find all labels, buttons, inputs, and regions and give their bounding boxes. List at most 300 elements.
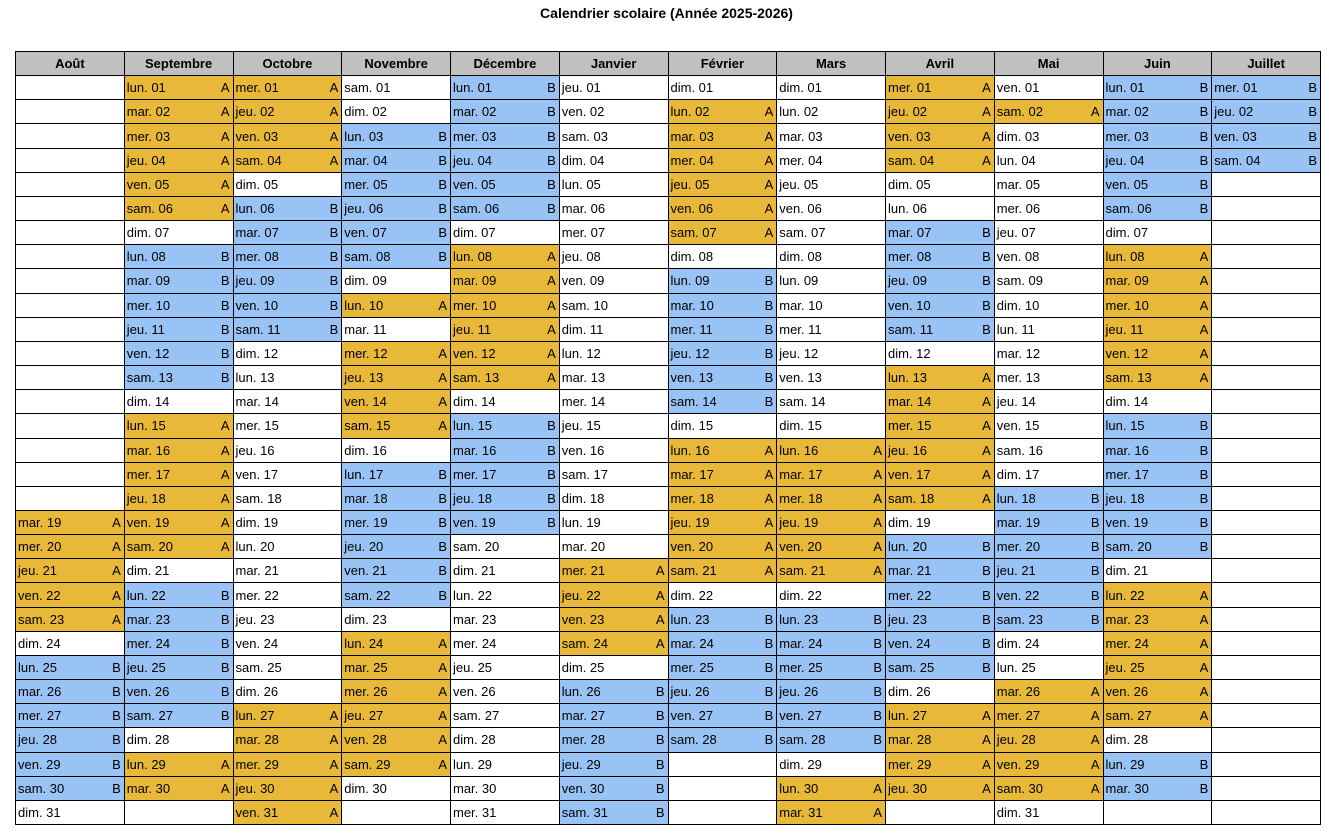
day-cell: [560, 511, 669, 535]
day-cell: [560, 680, 669, 704]
day-label: mar. 16: [126, 442, 171, 458]
day-label: sam. 04: [235, 152, 282, 168]
day-cell: [886, 414, 995, 438]
day-label: ven. 22: [996, 587, 1040, 603]
day-cell: [1104, 583, 1213, 607]
day-label: dim. 17: [996, 466, 1040, 482]
day-cell: [995, 269, 1104, 293]
zone-letter: B: [982, 321, 991, 337]
day-cell: [777, 318, 886, 342]
zone-letter: A: [1199, 297, 1209, 313]
day-label: lun. 01: [126, 80, 166, 96]
day-label: dim. 19: [888, 515, 931, 531]
day-label: lun. 23: [779, 611, 819, 627]
day-cell: [451, 632, 560, 656]
day-cell: [16, 559, 125, 583]
empty-cell: [1212, 197, 1321, 221]
day-cell: [125, 76, 234, 100]
day-cell: [995, 487, 1104, 511]
day-label: jeu. 04: [453, 152, 493, 168]
day-label: sam. 27: [453, 708, 500, 724]
day-label: jeu. 19: [670, 515, 710, 531]
day-cell: [777, 76, 886, 100]
day-cell: [669, 728, 778, 752]
day-cell: [234, 173, 343, 197]
day-label: lun. 01: [1105, 80, 1145, 96]
zone-letter: A: [112, 563, 121, 579]
day-cell: [669, 487, 778, 511]
day-cell: [995, 753, 1104, 777]
day-cell: [669, 173, 778, 197]
zone-letter: B: [1199, 80, 1209, 96]
day-cell: [995, 632, 1104, 656]
day-label: dim. 24: [996, 635, 1040, 651]
day-cell: [777, 728, 886, 752]
day-cell: [342, 342, 451, 366]
day-label: ven. 24: [888, 635, 931, 651]
day-cell: [16, 704, 125, 728]
day-cell: [995, 559, 1104, 583]
day-cell: [886, 511, 995, 535]
day-cell: [669, 680, 778, 704]
day-cell: [886, 777, 995, 801]
day-label: ven. 17: [235, 466, 279, 482]
day-label: mer. 27: [18, 708, 62, 724]
day-label: sam. 01: [344, 80, 391, 96]
zone-letter: B: [655, 732, 665, 748]
day-label: mar. 20: [561, 539, 606, 555]
day-label: lun. 27: [888, 708, 928, 724]
zone-letter: A: [982, 418, 991, 434]
zone-letter: B: [220, 684, 230, 700]
day-cell: [560, 777, 669, 801]
day-cell: [995, 100, 1104, 124]
day-cell: [777, 414, 886, 438]
day-label: lun. 09: [670, 273, 710, 289]
empty-cell: [1212, 656, 1321, 680]
day-label: jeu. 11: [453, 321, 492, 337]
day-label: mar. 12: [996, 345, 1041, 361]
empty-cell: [1212, 269, 1321, 293]
day-label: mar. 13: [561, 370, 606, 386]
day-label: jeu. 07: [996, 225, 1036, 241]
day-cell: [234, 294, 343, 318]
zone-letter: A: [438, 418, 447, 434]
day-cell: [995, 414, 1104, 438]
day-label: lun. 08: [126, 249, 166, 265]
day-cell: [777, 608, 886, 632]
day-label: mar. 17: [670, 466, 714, 482]
day-label: mer. 19: [344, 515, 388, 531]
day-cell: [669, 414, 778, 438]
day-cell: [886, 535, 995, 559]
empty-cell: [16, 100, 125, 124]
day-cell: [560, 535, 669, 559]
zone-letter: A: [873, 563, 882, 579]
day-label: jeu. 16: [235, 442, 275, 458]
day-label: mer. 01: [888, 80, 932, 96]
zone-letter: A: [1199, 587, 1209, 603]
day-label: ven. 08: [996, 249, 1040, 265]
day-label: lun. 08: [453, 249, 493, 265]
day-label: ven. 06: [670, 201, 714, 217]
day-label: mer. 15: [888, 418, 932, 434]
empty-cell: [16, 149, 125, 173]
zone-letter: A: [764, 515, 774, 531]
day-label: ven. 21: [344, 563, 387, 579]
day-label: jeu. 21: [996, 563, 1036, 579]
day-cell: [125, 318, 234, 342]
day-cell: [451, 197, 560, 221]
day-cell: [125, 245, 234, 269]
day-cell: [777, 149, 886, 173]
day-cell: [777, 487, 886, 511]
empty-cell: [1212, 728, 1321, 752]
day-label: sam. 08: [344, 249, 391, 265]
day-cell: [125, 414, 234, 438]
day-cell: [886, 76, 995, 100]
day-cell: [1104, 197, 1213, 221]
day-cell: [342, 221, 451, 245]
day-cell: [125, 559, 234, 583]
zone-letter: A: [1199, 659, 1209, 675]
day-cell: [16, 753, 125, 777]
day-cell: [669, 656, 778, 680]
day-label: ven. 10: [235, 297, 279, 313]
zone-letter: B: [764, 394, 774, 410]
zone-letter: B: [1199, 128, 1209, 144]
day-label: dim. 15: [670, 418, 714, 434]
zone-letter: A: [438, 659, 447, 675]
day-cell: [886, 221, 995, 245]
day-cell: [777, 777, 886, 801]
empty-cell: [1212, 173, 1321, 197]
day-label: mar. 24: [779, 635, 823, 651]
day-label: dim. 25: [561, 659, 605, 675]
day-label: mar. 30: [1105, 780, 1149, 796]
day-cell: [777, 753, 886, 777]
zone-letter: B: [1090, 587, 1100, 603]
day-cell: [886, 632, 995, 656]
day-label: lun. 16: [670, 442, 710, 458]
empty-cell: [16, 390, 125, 414]
zone-letter: B: [764, 659, 774, 675]
day-cell: [1104, 680, 1213, 704]
day-label: mer. 25: [779, 659, 823, 675]
day-label: lun. 17: [344, 466, 384, 482]
day-label: ven. 28: [344, 732, 387, 748]
day-label: mer. 28: [561, 732, 606, 748]
day-label: dim. 11: [561, 321, 604, 337]
day-label: sam. 17: [561, 466, 608, 482]
day-label: lun. 04: [996, 152, 1036, 168]
day-cell: [234, 511, 343, 535]
day-label: mer. 31: [453, 804, 497, 820]
day-label: mer. 18: [670, 490, 714, 506]
day-label: mar. 21: [888, 563, 932, 579]
zone-letter: A: [982, 708, 991, 724]
day-cell: [560, 753, 669, 777]
day-label: lun. 13: [235, 370, 275, 386]
day-cell: [560, 342, 669, 366]
day-cell: [560, 583, 669, 607]
empty-cell: [1212, 366, 1321, 390]
day-label: dim. 07: [126, 225, 170, 241]
zone-letter: A: [764, 539, 774, 555]
day-cell: [669, 76, 778, 100]
day-label: dim. 07: [453, 225, 496, 241]
zone-letter: B: [438, 249, 447, 265]
day-label: sam. 14: [779, 394, 826, 410]
month-header: Janvier: [560, 52, 669, 76]
empty-cell: [16, 221, 125, 245]
zone-letter: B: [220, 321, 230, 337]
day-label: jeu. 22: [561, 587, 601, 603]
day-cell: [995, 197, 1104, 221]
day-cell: [1212, 149, 1321, 173]
day-label: mar. 30: [126, 780, 171, 796]
day-label: lun. 11: [996, 321, 1035, 337]
day-cell: [234, 728, 343, 752]
zone-letter: A: [438, 345, 447, 361]
day-cell: [451, 245, 560, 269]
zone-letter: A: [329, 756, 339, 772]
day-cell: [560, 76, 669, 100]
day-label: sam. 30: [18, 780, 65, 796]
zone-letter: B: [1199, 466, 1209, 482]
day-cell: [560, 124, 669, 148]
zone-letter: A: [438, 394, 447, 410]
day-label: jeu. 01: [561, 80, 601, 96]
day-cell: [886, 173, 995, 197]
day-label: mar. 23: [126, 611, 171, 627]
day-cell: [451, 414, 560, 438]
zone-letter: B: [112, 732, 121, 748]
zone-letter: B: [220, 659, 230, 675]
day-label: jeu. 12: [670, 345, 710, 361]
zone-letter: B: [220, 611, 230, 627]
day-cell: [234, 414, 343, 438]
day-cell: [560, 221, 669, 245]
day-label: sam. 11: [235, 321, 281, 337]
zone-letter: B: [1308, 80, 1317, 96]
day-label: lun. 08: [1105, 249, 1145, 265]
empty-cell: [16, 342, 125, 366]
day-cell: [1104, 753, 1213, 777]
day-label: jeu. 23: [235, 611, 275, 627]
zone-letter: A: [982, 490, 991, 506]
empty-cell: [1212, 559, 1321, 583]
zone-letter: B: [547, 466, 556, 482]
day-cell: [234, 656, 343, 680]
day-label: dim. 16: [344, 442, 387, 458]
day-cell: [1104, 608, 1213, 632]
day-cell: [1104, 124, 1213, 148]
day-cell: [995, 318, 1104, 342]
day-cell: [669, 439, 778, 463]
month-header: Septembre: [125, 52, 234, 76]
zone-letter: B: [1090, 515, 1100, 531]
day-label: mar. 18: [344, 490, 388, 506]
day-cell: [125, 269, 234, 293]
day-cell: [995, 608, 1104, 632]
day-label: dim. 24: [18, 635, 61, 651]
day-cell: [560, 269, 669, 293]
empty-cell: [1212, 318, 1321, 342]
day-cell: [669, 318, 778, 342]
day-cell: [451, 463, 560, 487]
day-label: ven. 07: [344, 225, 387, 241]
day-label: ven. 26: [453, 684, 496, 700]
day-cell: [560, 366, 669, 390]
day-cell: [669, 390, 778, 414]
day-label: ven. 22: [18, 587, 61, 603]
zone-letter: A: [220, 152, 230, 168]
day-cell: [234, 753, 343, 777]
zone-letter: B: [764, 370, 774, 386]
day-cell: [234, 583, 343, 607]
day-cell: [451, 753, 560, 777]
zone-letter: A: [982, 442, 991, 458]
zone-letter: B: [112, 780, 121, 796]
day-cell: [234, 269, 343, 293]
zone-letter: B: [547, 152, 556, 168]
zone-letter: B: [112, 708, 121, 724]
day-cell: [560, 318, 669, 342]
day-cell: [342, 439, 451, 463]
day-cell: [777, 245, 886, 269]
zone-letter: A: [873, 780, 882, 796]
day-cell: [560, 487, 669, 511]
zone-letter: B: [547, 418, 556, 434]
zone-letter: A: [547, 345, 556, 361]
zone-letter: B: [982, 563, 991, 579]
day-label: sam. 28: [670, 732, 717, 748]
zone-letter: A: [547, 249, 556, 265]
zone-letter: B: [873, 708, 882, 724]
day-label: lun. 22: [126, 587, 166, 603]
zone-letter: B: [982, 249, 991, 265]
day-label: mar. 24: [670, 635, 714, 651]
day-label: lun. 20: [888, 539, 928, 555]
day-label: lun. 18: [996, 490, 1036, 506]
zone-letter: A: [220, 756, 230, 772]
day-label: jeu. 30: [888, 780, 928, 796]
day-cell: [995, 173, 1104, 197]
day-label: jeu. 21: [18, 563, 58, 579]
empty-cell: [1212, 801, 1321, 825]
day-cell: [16, 535, 125, 559]
empty-cell: [1212, 245, 1321, 269]
zone-letter: B: [873, 659, 882, 675]
day-cell: [234, 76, 343, 100]
day-cell: [1104, 366, 1213, 390]
zone-letter: B: [438, 539, 447, 555]
zone-letter: B: [547, 515, 556, 531]
day-label: sam. 20: [126, 539, 173, 555]
day-label: mer. 03: [453, 128, 497, 144]
day-label: mer. 01: [235, 80, 279, 96]
empty-cell: [16, 463, 125, 487]
day-cell: [995, 76, 1104, 100]
day-cell: [16, 777, 125, 801]
day-label: mer. 08: [235, 249, 279, 265]
day-cell: [995, 221, 1104, 245]
day-cell: [777, 124, 886, 148]
day-cell: [125, 583, 234, 607]
zone-letter: B: [329, 249, 339, 265]
zone-letter: A: [329, 780, 339, 796]
zone-letter: B: [1199, 539, 1209, 555]
day-label: ven. 03: [1214, 128, 1257, 144]
day-cell: [995, 728, 1104, 752]
month-header: Juin: [1104, 52, 1213, 76]
day-cell: [1212, 124, 1321, 148]
zone-letter: A: [1199, 684, 1209, 700]
empty-cell: [669, 753, 778, 777]
zone-letter: A: [1090, 104, 1100, 120]
day-cell: [995, 583, 1104, 607]
zone-letter: A: [655, 563, 665, 579]
day-cell: [777, 559, 886, 583]
zone-letter: A: [220, 780, 230, 796]
day-label: ven. 05: [126, 176, 170, 192]
day-cell: [125, 124, 234, 148]
day-label: mar. 03: [670, 128, 714, 144]
day-cell: [669, 463, 778, 487]
day-cell: [451, 535, 560, 559]
day-cell: [777, 197, 886, 221]
zone-letter: B: [982, 539, 991, 555]
day-cell: [125, 342, 234, 366]
zone-letter: A: [220, 176, 230, 192]
day-cell: [342, 487, 451, 511]
day-cell: [125, 366, 234, 390]
zone-letter: B: [764, 611, 774, 627]
day-cell: [777, 100, 886, 124]
day-label: ven. 27: [670, 708, 714, 724]
zone-letter: B: [764, 321, 774, 337]
zone-letter: A: [438, 635, 447, 651]
day-cell: [125, 294, 234, 318]
zone-letter: B: [438, 587, 447, 603]
day-label: jeu. 11: [1105, 321, 1144, 337]
day-cell: [777, 511, 886, 535]
day-cell: [342, 318, 451, 342]
day-cell: [995, 294, 1104, 318]
day-cell: [342, 583, 451, 607]
month-header: Juillet: [1212, 52, 1321, 76]
day-label: dim. 05: [235, 176, 279, 192]
zone-letter: B: [1199, 176, 1209, 192]
day-cell: [886, 366, 995, 390]
month-header: Octobre: [234, 52, 343, 76]
empty-cell: [1212, 511, 1321, 535]
day-cell: [451, 366, 560, 390]
zone-letter: A: [764, 466, 774, 482]
zone-letter: A: [764, 201, 774, 217]
day-cell: [1104, 559, 1213, 583]
day-cell: [342, 632, 451, 656]
day-cell: [342, 173, 451, 197]
day-label: mer. 10: [453, 297, 497, 313]
zone-letter: B: [655, 684, 665, 700]
day-cell: [125, 777, 234, 801]
day-label: ven. 03: [235, 128, 279, 144]
day-cell: [16, 632, 125, 656]
zone-letter: B: [438, 128, 447, 144]
zone-letter: A: [1199, 611, 1209, 627]
